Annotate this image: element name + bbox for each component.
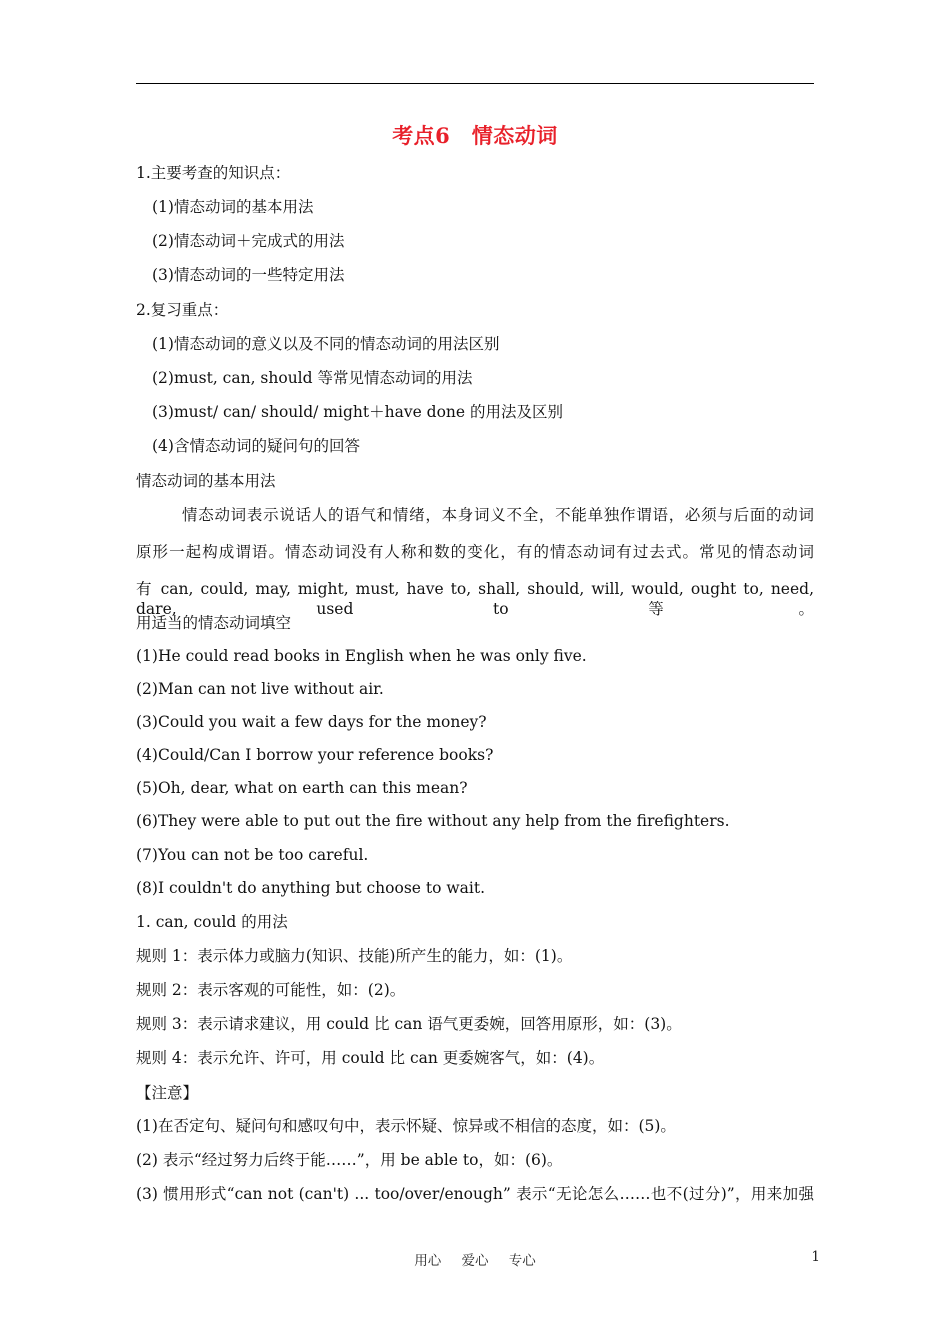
rule-item: 规则 1：表示体力或脑力(知识、技能)所产生的能力，如：(1)。 xyxy=(136,947,573,965)
list-item: (3)must/ can/ should/ might＋have done 的用法及区别 xyxy=(152,403,564,421)
section-heading: 1.主要考查的知识点： xyxy=(136,164,291,182)
section-heading: 2.复习重点： xyxy=(136,301,229,319)
paragraph-line: 情态动词表示说话人的语气和情绪，本身词义不全，不能单独作谓语，必须与后面的动词 xyxy=(182,506,814,524)
rule-item: 规则 4：表示允许、许可，用 could 比 can 更委婉客气，如：(4)。 xyxy=(136,1049,605,1067)
note-item: (2) 表示“经过努力后终于能……”，用 be able to，如：(6)。 xyxy=(136,1151,563,1169)
section-heading: 情态动词的基本用法 xyxy=(136,472,276,490)
list-item: (2)must, can, should 等常见情态动词的用法 xyxy=(152,369,473,387)
list-item: (2)情态动词＋完成式的用法 xyxy=(152,232,345,250)
section-heading: 用适当的情态动词填空 xyxy=(136,614,292,632)
page-number: 1 xyxy=(811,1249,820,1265)
page-title: 考点6 情态动词 xyxy=(392,123,558,148)
list-item: (1)情态动词的基本用法 xyxy=(152,198,314,216)
header-rule xyxy=(136,83,814,84)
example-sentence: (5)Oh, dear, what on earth can this mean? xyxy=(136,779,468,797)
list-item: (1)情态动词的意义以及不同的情态动词的用法区别 xyxy=(152,335,500,353)
rule-item: 规则 3：表示请求建议，用 could 比 can 语气更委婉，回答用原形，如：(3)。 xyxy=(136,1015,682,1033)
footer-left-text: 用心 xyxy=(414,1253,442,1269)
paragraph-line: 有 can, could, may, might, must, have to, shall, should, will, would, ought to, need, dare, used to 等。 xyxy=(136,580,814,618)
list-item: (4)含情态动词的疑问句的回答 xyxy=(152,437,360,455)
rule-item: 规则 2：表示客观的可能性，如：(2)。 xyxy=(136,981,406,999)
footer-middle-text: 爱心 xyxy=(461,1253,489,1269)
example-sentence: (8)I couldn't do anything but choose to wait. xyxy=(136,879,485,897)
note-item: (3) 惯用形式“can not (can't) ... too/over/enough” 表示“无论怎么……也不(过分)”，用来加强 xyxy=(136,1185,814,1203)
example-sentence: (4)Could/Can I borrow your reference books? xyxy=(136,746,494,764)
example-sentence: (6)They were able to put out the fire without any help from the firefighters. xyxy=(136,812,730,830)
note-heading: 【注意】 xyxy=(136,1084,199,1102)
note-item: (1)在否定句、疑问句和感叹句中，表示怀疑、惊异或不相信的态度，如：(5)。 xyxy=(136,1117,676,1135)
paragraph-line: 原形一起构成谓语。情态动词没有人称和数的变化，有的情态动词有过去式。常见的情态动词 xyxy=(136,543,814,561)
list-item: (3)情态动词的一些特定用法 xyxy=(152,266,345,284)
example-sentence: (2)Man can not live without air. xyxy=(136,680,384,698)
section-heading: 1. can, could 的用法 xyxy=(136,913,288,931)
footer-right-text: 专心 xyxy=(508,1253,536,1269)
example-sentence: (3)Could you wait a few days for the money? xyxy=(136,713,487,731)
example-sentence: (7)You can not be too careful. xyxy=(136,846,369,864)
example-sentence: (1)He could read books in English when he was only five. xyxy=(136,647,587,665)
